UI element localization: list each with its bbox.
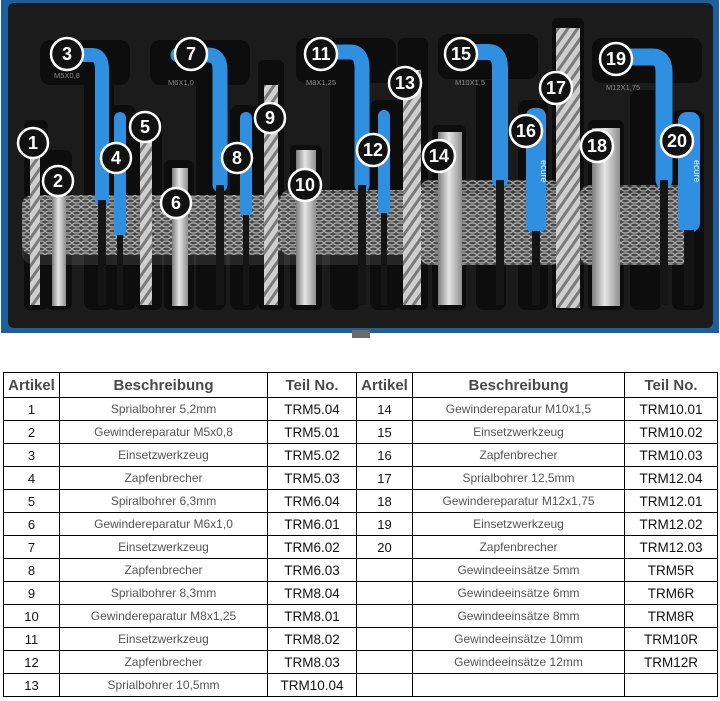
- callout-13: [389, 67, 421, 99]
- cell-teil-no-left: TRM8.02: [268, 628, 357, 651]
- cell-artikel-right: 14: [357, 398, 413, 421]
- callout-4: [101, 143, 131, 173]
- cell-teil-no-right: TRM5R: [625, 559, 718, 582]
- cell-beschreibung-left: Sprialbohrer 5,2mm: [60, 398, 268, 421]
- callout-14: [423, 140, 455, 172]
- callout-1-label: 1: [27, 133, 39, 153]
- cell-teil-no-right: TRM10R: [625, 628, 718, 651]
- callout-17-label: 17: [545, 78, 567, 98]
- table-row: [4, 651, 718, 674]
- emboss-label-m8: M8X1,25: [306, 78, 337, 87]
- brand-mark-16: ecure: [539, 160, 549, 183]
- cell-teil-no-right: TRM12.01: [625, 490, 718, 513]
- cell-teil-no-left: TRM10.04: [268, 674, 357, 697]
- callout-3-label: 3: [61, 44, 73, 64]
- brand-mark-20: ecure: [692, 160, 702, 183]
- table-row: [4, 467, 718, 490]
- thread-repair-kit-illustration: [0, 0, 720, 345]
- cell-artikel-right: 17: [357, 467, 413, 490]
- cell-artikel-left: 12: [4, 651, 60, 674]
- emboss-label-m6: M6X1,0: [168, 78, 194, 87]
- cell-beschreibung-right: Gewindereparatur M10x1,5: [413, 398, 625, 421]
- callout-2-label: 2: [52, 171, 64, 191]
- callout-19: [600, 43, 632, 75]
- callout-15: [445, 38, 477, 70]
- cell-artikel-right: [357, 628, 413, 651]
- callout-16-label: 16: [515, 121, 537, 141]
- cell-teil-no-right: TRM12.03: [625, 536, 718, 559]
- callout-9-label: 9: [264, 108, 276, 128]
- cell-artikel-left: 2: [4, 421, 60, 444]
- callout-5: [130, 112, 160, 142]
- cell-artikel-right: 18: [357, 490, 413, 513]
- cell-artikel-left: 10: [4, 605, 60, 628]
- cell-teil-no-left: TRM8.03: [268, 651, 357, 674]
- callout-6: [161, 188, 191, 218]
- cell-teil-no-left: TRM8.04: [268, 582, 357, 605]
- callout-12: [357, 134, 389, 166]
- callout-18-label: 18: [586, 136, 608, 156]
- callout-17: [540, 72, 572, 104]
- cell-beschreibung-right: Gewindeeinsätze 8mm: [413, 605, 625, 628]
- callout-2: [43, 166, 73, 196]
- callout-6-label: 6: [170, 193, 182, 213]
- cell-teil-no-left: TRM5.03: [268, 467, 357, 490]
- cell-artikel-right: [357, 674, 413, 697]
- table-row: [4, 628, 718, 651]
- callout-11: [305, 38, 337, 70]
- callout-16: [510, 115, 542, 147]
- cell-teil-no-left: TRM8.01: [268, 605, 357, 628]
- table-row: [4, 421, 718, 444]
- cell-teil-no-right: TRM12.04: [625, 467, 718, 490]
- cell-beschreibung-left: Zapfenbrecher: [60, 651, 268, 674]
- table-row: [4, 398, 718, 421]
- callout-20-label: 20: [666, 131, 688, 151]
- cell-teil-no-right: TRM10.01: [625, 398, 718, 421]
- cell-teil-no-left: TRM6.02: [268, 536, 357, 559]
- cell-beschreibung-left: Sprialbohrer 8,3mm: [60, 582, 268, 605]
- cell-beschreibung-right: Zapfenbrecher: [413, 444, 625, 467]
- cell-artikel-left: 7: [4, 536, 60, 559]
- cell-artikel-left: 5: [4, 490, 60, 513]
- cell-beschreibung-left: Spiralbohrer 6,3mm: [60, 490, 268, 513]
- cell-teil-no-right: TRM12.02: [625, 513, 718, 536]
- cell-beschreibung-right: Gewindeeinsätze 6mm: [413, 582, 625, 605]
- cell-beschreibung-right: Sprialbohrer 12,5mm: [413, 467, 625, 490]
- parts-table: [3, 372, 718, 697]
- cell-teil-no-left: TRM5.01: [268, 421, 357, 444]
- emboss-label-m5: M5X0,8: [54, 71, 80, 80]
- cell-beschreibung-right: Einsetzwerkzeug: [413, 421, 625, 444]
- cell-artikel-right: [357, 559, 413, 582]
- cell-teil-no-right: TRM8R: [625, 605, 718, 628]
- cell-artikel-right: 20: [357, 536, 413, 559]
- cell-teil-no-left: TRM6.03: [268, 559, 357, 582]
- header-beschreibung-left: Beschreibung: [60, 373, 268, 398]
- cell-teil-no-right: [625, 674, 718, 697]
- cell-teil-no-left: TRM5.04: [268, 398, 357, 421]
- case-latch: [352, 330, 370, 338]
- cell-beschreibung-right: Gewindereparatur M12x1,75: [413, 490, 625, 513]
- cell-artikel-left: 8: [4, 559, 60, 582]
- header-teil-no-right: Teil No.: [625, 373, 718, 398]
- table-row: [4, 674, 718, 697]
- header-artikel-left: Artikel: [4, 373, 60, 398]
- cell-teil-no-right: TRM6R: [625, 582, 718, 605]
- header-teil-no-left: Teil No.: [268, 373, 357, 398]
- table-row: [4, 490, 718, 513]
- cell-teil-no-right: TRM12R: [625, 651, 718, 674]
- cell-artikel-left: 4: [4, 467, 60, 490]
- cell-teil-no-right: TRM10.02: [625, 421, 718, 444]
- cell-artikel-right: [357, 582, 413, 605]
- callout-9: [255, 103, 285, 133]
- table-header-row: [4, 373, 718, 398]
- cell-teil-no-left: TRM6.04: [268, 490, 357, 513]
- table-row: [4, 444, 718, 467]
- cell-beschreibung-left: Einsetzwerkzeug: [60, 628, 268, 651]
- callout-19-label: 19: [605, 49, 627, 69]
- cell-beschreibung-left: Gewindereparatur M6x1,0: [60, 513, 268, 536]
- cell-beschreibung-left: Zapfenbrecher: [60, 559, 268, 582]
- cell-beschreibung-left: Einsetzwerkzeug: [60, 536, 268, 559]
- emboss-label-m10: M10X1,5: [455, 78, 486, 87]
- cell-beschreibung-left: Gewindereparatur M5x0,8: [60, 421, 268, 444]
- cell-teil-no-left: TRM5.02: [268, 444, 357, 467]
- cell-artikel-right: 15: [357, 421, 413, 444]
- callout-15-label: 15: [450, 44, 472, 64]
- header-artikel-right: Artikel: [357, 373, 413, 398]
- callout-10: [289, 169, 321, 201]
- table-row: [4, 559, 718, 582]
- callout-7: [175, 38, 207, 70]
- cell-beschreibung-right: Zapfenbrecher: [413, 536, 625, 559]
- callout-20: [661, 125, 693, 157]
- callout-1: [18, 128, 48, 158]
- emboss-label-m12: M12X1,75: [606, 83, 641, 92]
- parts-table-body: [4, 398, 718, 697]
- table-row: [4, 513, 718, 536]
- cell-artikel-right: [357, 605, 413, 628]
- product-photo: [0, 0, 720, 345]
- callout-4-label: 4: [110, 148, 122, 168]
- cell-teil-no-right: TRM10.03: [625, 444, 718, 467]
- cell-artikel-left: 3: [4, 444, 60, 467]
- callout-11-label: 11: [311, 44, 331, 64]
- cell-beschreibung-left: Zapfenbrecher: [60, 467, 268, 490]
- cell-beschreibung-left: Einsetzwerkzeug: [60, 444, 268, 467]
- cell-artikel-left: 6: [4, 513, 60, 536]
- cell-artikel-left: 1: [4, 398, 60, 421]
- cell-beschreibung-left: Gewindereparatur M8x1,25: [60, 605, 268, 628]
- callout-10-label: 10: [294, 175, 316, 195]
- cell-beschreibung-right: Gewindeeinsätze 5mm: [413, 559, 625, 582]
- callout-18: [581, 130, 613, 162]
- cell-beschreibung-left: Sprialbohrer 10,5mm: [60, 674, 268, 697]
- callout-8-label: 8: [231, 148, 243, 168]
- table-row: [4, 536, 718, 559]
- cell-beschreibung-right: Einsetzwerkzeug: [413, 513, 625, 536]
- cell-beschreibung-right: Gewindeeinsätze 12mm: [413, 651, 625, 674]
- cell-artikel-right: [357, 651, 413, 674]
- table-row: [4, 582, 718, 605]
- cell-artikel-right: 19: [357, 513, 413, 536]
- cell-beschreibung-right: Gewindeeinsätze 10mm: [413, 628, 625, 651]
- cell-artikel-left: 9: [4, 582, 60, 605]
- callout-8: [222, 143, 252, 173]
- cell-beschreibung-right: [413, 674, 625, 697]
- callout-13-label: 13: [394, 73, 416, 93]
- header-beschreibung-right: Beschreibung: [413, 373, 625, 398]
- callout-14-label: 14: [428, 146, 450, 166]
- callout-7-label: 7: [185, 44, 197, 64]
- cell-artikel-right: 16: [357, 444, 413, 467]
- callout-5-label: 5: [139, 117, 151, 137]
- callout-3: [51, 38, 83, 70]
- table-row: [4, 605, 718, 628]
- cell-teil-no-left: TRM6.01: [268, 513, 357, 536]
- cell-artikel-left: 13: [4, 674, 60, 697]
- callout-12-label: 12: [362, 140, 384, 160]
- cell-artikel-left: 11: [4, 628, 60, 651]
